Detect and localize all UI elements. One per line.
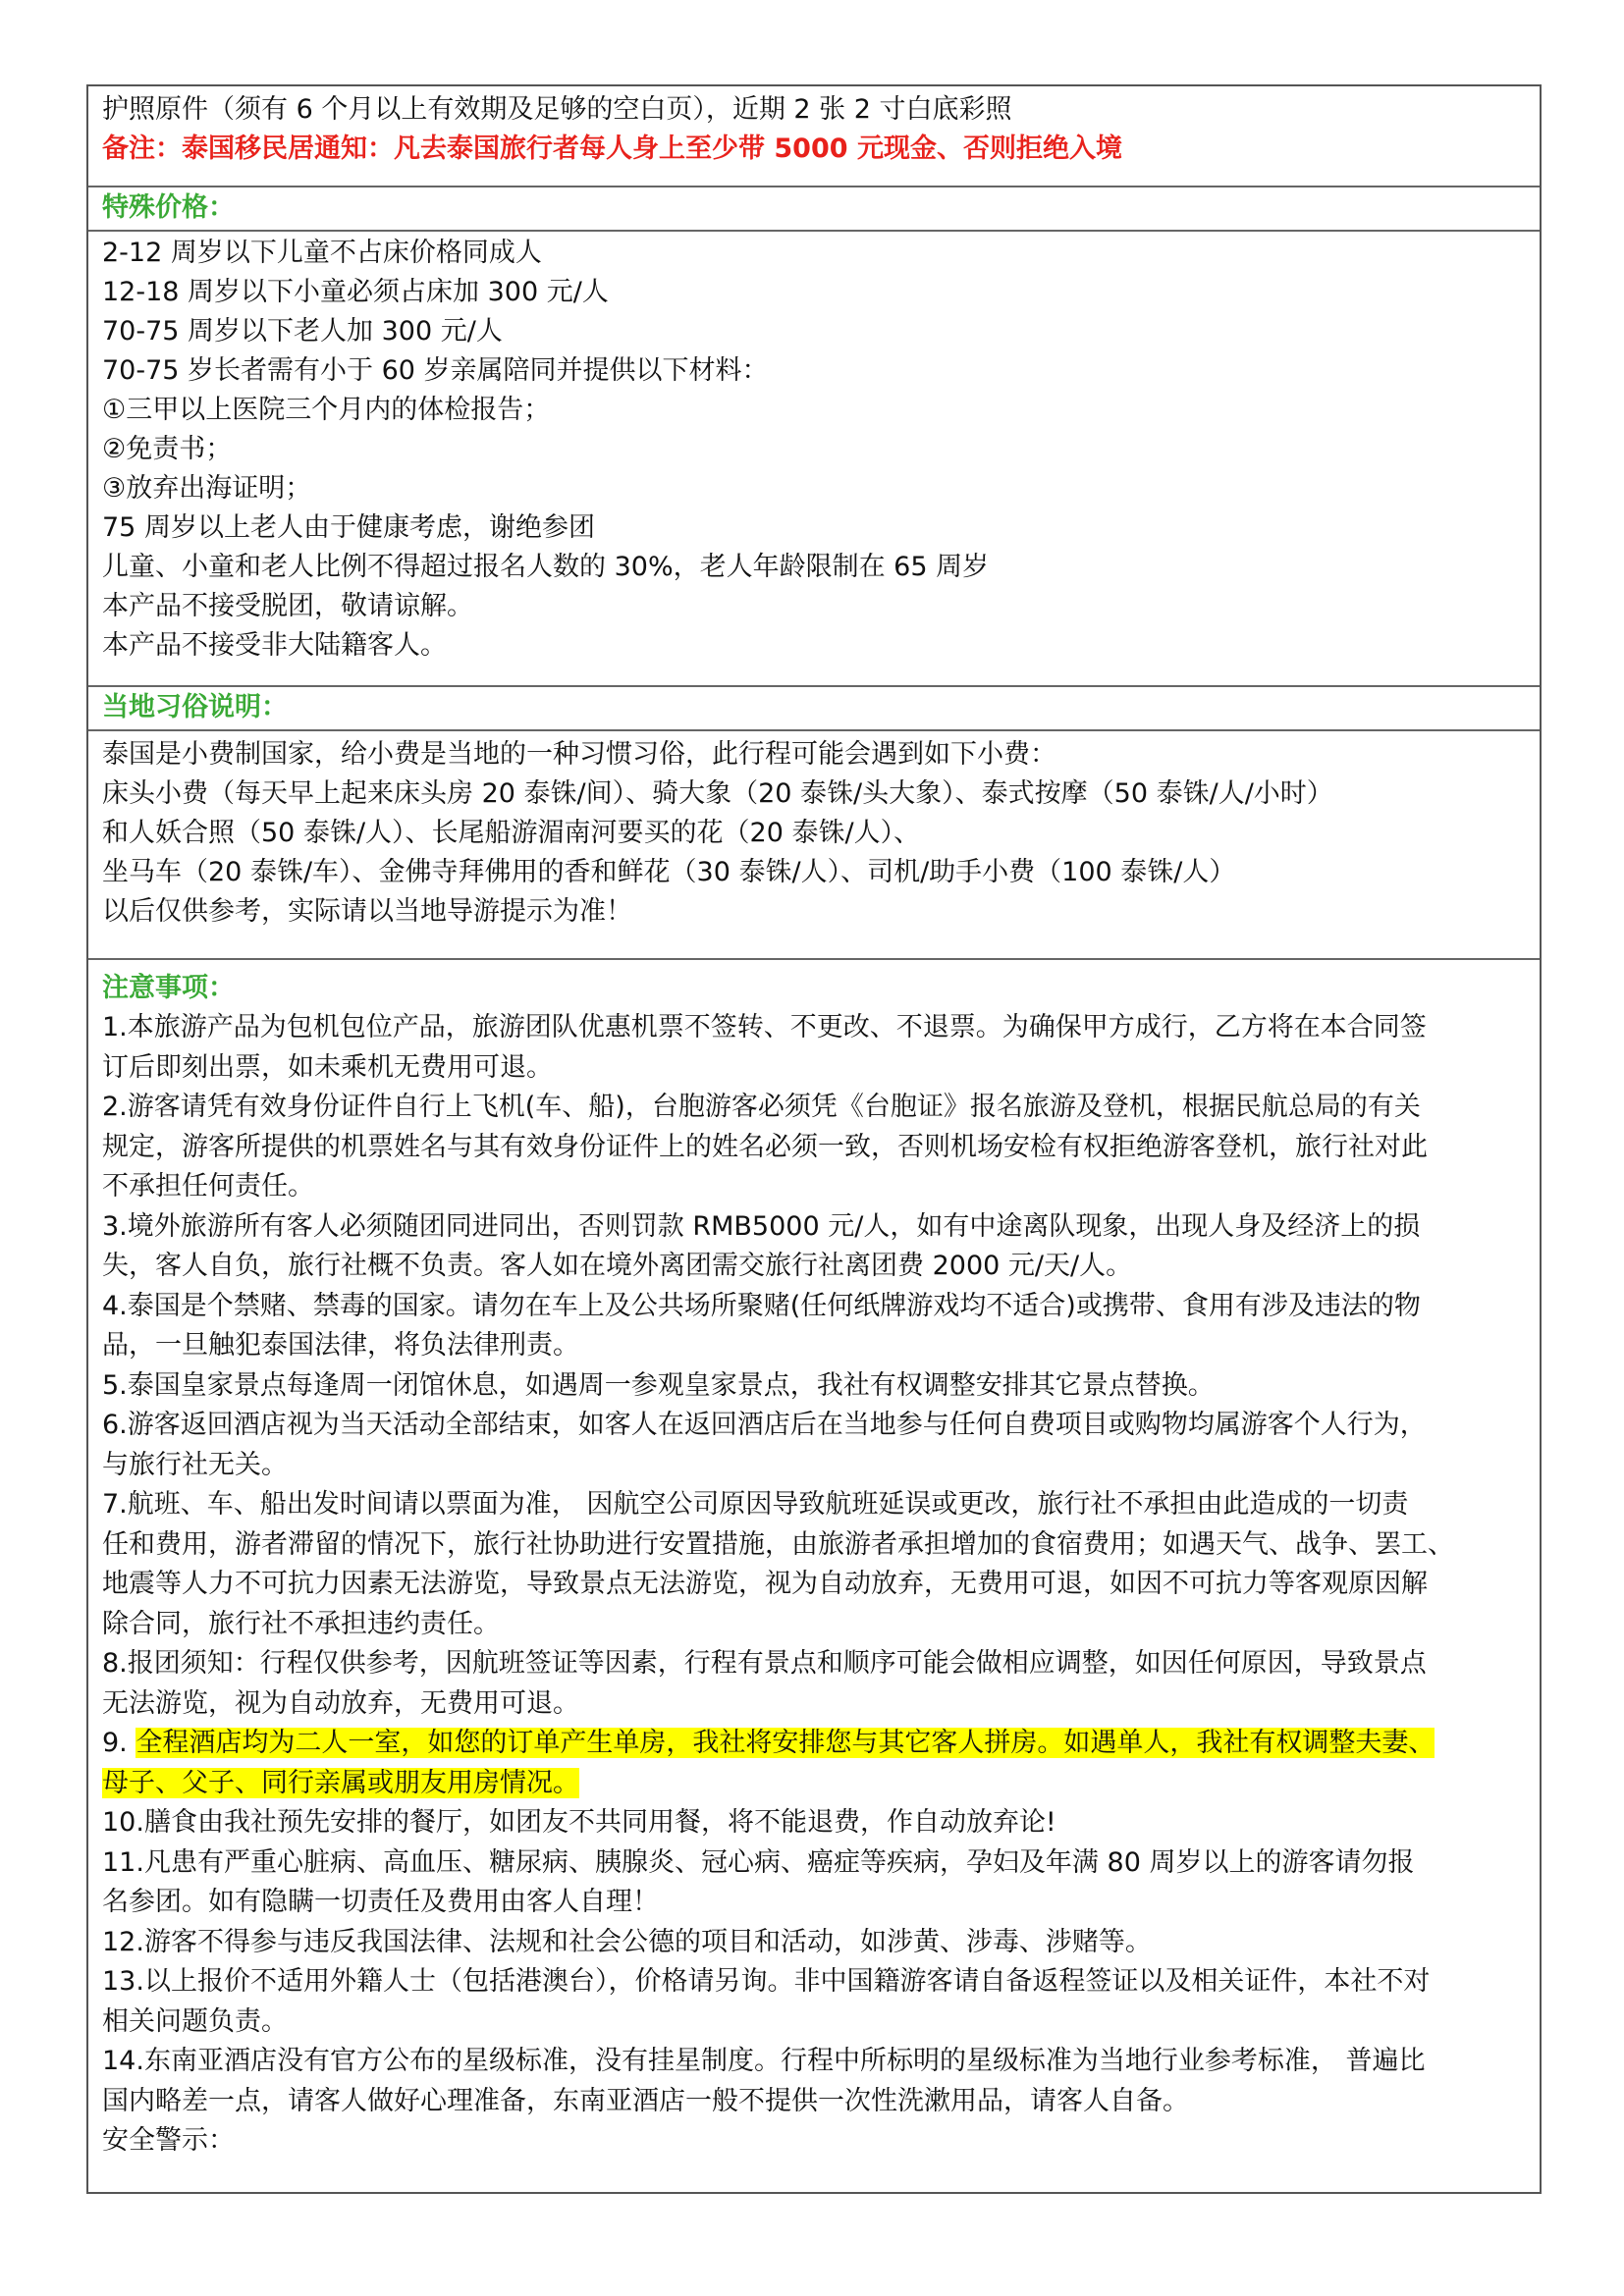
highlighted-text: 母子、父子、同行亲属或朋友用房情况。 (102, 1767, 579, 1798)
document-table (86, 84, 1542, 2194)
note-item-line: 2.游客请凭有效身份证件自行上飞机(车、船)，台胞游客必须凭《台胞证》报名旅游及登机，根据民航总局的有关 (102, 1092, 1421, 1122)
note-item-highlighted (102, 1724, 1526, 1803)
note-item-line: 品，一旦触犯泰国法律，将负法律刑责。 (102, 1330, 579, 1361)
passport-requirement: 护照原件（须有 6 个月以上有效期及足够的空白页），近期 2 张 2 寸白底彩照 (102, 94, 1012, 125)
local-customs-header-row (88, 687, 1540, 731)
note-item-line: 10.膳食由我社预先安排的餐厅，如团友不共同用餐，将不能退费，作自动放弃论! (102, 1807, 1056, 1838)
local-customs-line: 坐马车（20 泰铢/车）、金佛寺拜佛用的香和鲜花（30 泰铢/人）、司机/助手小费（100 泰铢/人） (102, 857, 1236, 887)
immigration-notice: 备注：泰国移民居通知：凡去泰国旅行者每人身上至少带 5000 元现金、否则拒绝入境 (102, 133, 1122, 164)
local-customs-body-row (88, 731, 1540, 960)
note-item-line: 与旅行社无关。 (102, 1449, 288, 1480)
note-item-line: 7.航班、车、船出发时间请以票面为准， 因航空公司原因导致航班延误或更改，旅行社不承担由此造成的一切责 (102, 1489, 1409, 1520)
special-price-line: 70-75 周岁以下老人加 300 元/人 (102, 316, 503, 347)
note-item (102, 1088, 1526, 1207)
note-item-line: 除合同，旅行社不承担违约责任。 (102, 1608, 500, 1639)
note-item (102, 1287, 1526, 1366)
note-item-line: 1.本旅游产品为包机包位产品，旅游团队优惠机票不签转、不更改、不退票。为确保甲方成行，乙方将在本合同签 (102, 1012, 1427, 1042)
note-item (102, 1406, 1526, 1485)
note-item-line: 不承担任何责任。 (102, 1171, 314, 1201)
note-item (102, 2042, 1526, 2121)
note-item-line: 无法游览，视为自动放弃，无费用可退。 (102, 1687, 579, 1719)
note-item-line: 相关问题负责。 (102, 2005, 288, 2037)
safety-warning-label: 安全警示： (102, 2125, 235, 2156)
note-item-line: 失，客人自负，旅行社概不负责。客人如在境外离团需交旅行社离团费 2000 元/天/人。 (102, 1251, 1133, 1281)
special-price-line: ①三甲以上医院三个月内的体检报告； (102, 395, 551, 425)
note-item-line: 12.游客不得参与违反我国法律、法规和社会公德的项目和活动，如涉黄、涉毒、涉赌等。 (102, 1926, 1152, 1957)
note-item-line: 8.报团须知：行程仅供参考，因航班签证等因素，行程有景点和顺序可能会做相应调整，如因任何原因，导致景点 (102, 1648, 1427, 1679)
special-price-line: 2-12 周岁以下儿童不占床价格同成人 (102, 238, 542, 268)
note-item (102, 1366, 1526, 1407)
passport-row (88, 86, 1540, 187)
note-item-line: 14.东南亚酒店没有官方公布的星级标准，没有挂星制度。行程中所标明的星级标准为当地行业参考标准， 普遍比 (102, 2046, 1426, 2076)
local-customs-heading: 当地习俗说明： (102, 692, 288, 722)
special-price-heading: 特殊价格： (102, 192, 235, 223)
special-price-line: 70-75 岁长者需有小于 60 岁亲属陪同并提供以下材料： (102, 355, 769, 386)
local-customs-line: 以后仅供参考，实际请以当地导游提示为准！ (102, 896, 632, 927)
note-item-line: 3.境外旅游所有客人必须随团同进同出，否则罚款 RMB5000 元/人，如有中途离队现象，出现人身及经济上的损 (102, 1210, 1421, 1242)
special-price-line: 12-18 周岁以下小童必须占床加 300 元/人 (102, 277, 609, 307)
note-item-line (102, 1764, 1526, 1804)
note-item (102, 1843, 1526, 1923)
special-price-body-row (88, 232, 1540, 687)
local-customs-line: 和人妖合照（50 泰铢/人）、长尾船游湄南河要买的花（20 泰铢/人）、 (102, 818, 921, 848)
note-item-line: 名参团。如有隐瞒一切责任及费用由客人自理！ (102, 1887, 659, 1917)
note-item (102, 1962, 1526, 2042)
note-item-number: 9. (102, 1728, 136, 1758)
note-item (102, 1207, 1526, 1287)
notes-row (88, 960, 1540, 2192)
note-item-line: 地震等人力不可抗力因素无法游览，导致景点无法游览，视为自动放弃，无费用可退，如因不可抗力等客观原因解 (102, 1569, 1428, 1599)
note-item-line: 任和费用，游者滞留的情况下，旅行社协助进行安置措施，由旅游者承担增加的食宿费用；如遇天气、战争、罢工、 (102, 1528, 1454, 1560)
special-price-line: 本产品不接受非大陆籍客人。 (102, 630, 447, 661)
special-price-line: 本产品不接受脱团，敬请谅解。 (102, 591, 473, 621)
special-price-line: 75 周岁以上老人由于健康考虑，谢绝参团 (102, 512, 595, 543)
note-item-line: 13.以上报价不适用外籍人士（包括港澳台），价格请另询。非中国籍游客请自备返程签证以及相关证件，本社不对 (102, 1966, 1431, 1997)
note-item-line: 国内略差一点，请客人做好心理准备，东南亚酒店一般不提供一次性洗漱用品，请客人自备。 (102, 2085, 1189, 2116)
note-item-line: 11.凡患有严重心脏病、高血压、糖尿病、胰腺炎、冠心病、癌症等疾病，孕妇及年满 80 周岁以上的游客请勿报 (102, 1846, 1415, 1878)
note-item-line: 5.泰国皇家景点每逢周一闭馆休息，如遇周一参观皇家景点，我社有权调整安排其它景点替换。 (102, 1369, 1215, 1401)
local-customs-line: 床头小费（每天早上起来床头房 20 泰铢/间）、骑大象（20 泰铢/头大象）、泰式按摩（50 泰铢/人/小时） (102, 778, 1333, 809)
note-item-line: 订后即刻出票，如未乘机无费用可退。 (102, 1051, 553, 1083)
special-price-line: ③放弃出海证明； (102, 473, 312, 504)
local-customs-line: 泰国是小费制国家，给小费是当地的一种习惯习俗，此行程可能会遇到如下小费： (102, 739, 1056, 770)
special-price-line: 儿童、小童和老人比例不得超过报名人数的 30%，老人年龄限制在 65 周岁 (102, 552, 990, 582)
highlighted-text: 全程酒店均为二人一室，如您的订单产生单房，我社将安排您与其它客人拼房。如遇单人，我社有权调整夫妻、 (135, 1728, 1435, 1758)
note-item (102, 1803, 1526, 1843)
note-item-line: 4.泰国是个禁赌、禁毒的国家。请勿在车上及公共场所聚赌(任何纸牌游戏均不适合)或携带、食用有涉及违法的物 (102, 1290, 1421, 1321)
special-price-line: ②免责书； (102, 434, 233, 464)
note-item (102, 1008, 1526, 1088)
note-item (102, 1485, 1526, 1644)
note-item (102, 1644, 1526, 1724)
safety-warning (102, 2121, 1526, 2162)
notes-heading: 注意事项： (102, 973, 235, 1003)
note-item (102, 1923, 1526, 1963)
note-item-line: 6.游客返回酒店视为当天活动全部结束，如客人在返回酒店后在当地参与任何自费项目或购物均属游客个人行为， (102, 1410, 1427, 1440)
special-price-header-row (88, 187, 1540, 232)
note-item-line: 规定，游客所提供的机票姓名与其有效身份证件上的姓名必须一致，否则机场安检有权拒绝游客登机，旅行社对此 (102, 1131, 1428, 1162)
note-item-line (102, 1724, 1526, 1764)
